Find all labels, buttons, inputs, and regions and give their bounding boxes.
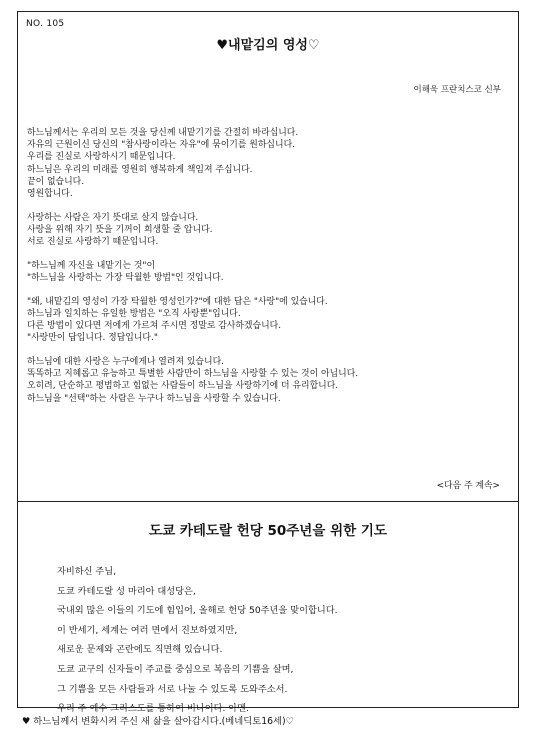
prayer-line: 우리 주 예수 그리스도를 통하여 비나이다. 아멘. (57, 703, 249, 715)
prayer-line: 자비하신 주님, (57, 566, 117, 577)
prayer-line: 국내외 많은 이들의 기도에 힘입어, 올해로 헌당 50주년을 맞이합니다. (57, 605, 338, 617)
prayer-line: 도쿄 교구의 신자들이 주교를 중심으로 복음의 기쁨을 살며, (57, 663, 294, 675)
issue-number: NO. 105 (26, 19, 65, 29)
section-divider (18, 501, 518, 502)
page-title: ♥내맡김의 영성♡ (216, 38, 320, 53)
body-line: 우리를 진실로 사랑하시기 때문입니다. (27, 152, 176, 163)
footer-quote: ♥ 하느님께서 변화시켜 주신 새 삶을 살아갑시다.(베네딕토16세)♡ (22, 716, 294, 727)
body-line: "사랑만이 답입니다. 정답입니다." (27, 333, 158, 344)
body-line: 끝이 없습니다. (27, 176, 85, 187)
body-line: 영원합니다. (27, 189, 73, 200)
paragraph-gap (27, 248, 512, 260)
body-line: 다른 방법이 있다면 저에게 가르쳐 주시면 정말로 감사하겠습니다. (27, 321, 282, 332)
body-line: 하느님에 대한 사랑은 누구에게나 열려져 있습니다. (27, 357, 224, 368)
prayer-line: 그 기쁨을 모든 사람들과 서로 나눌 수 있도록 도와주소서. (57, 683, 288, 695)
prayer-body (57, 562, 338, 719)
prayer-line: 도쿄 카테도랄 성 마리아 대성당은, (57, 585, 196, 597)
body-line: 서로 진실로 사랑하기 때문입니다. (27, 237, 159, 248)
body-line: 하느님과 일치하는 유일한 방법은 "오직 사랑뿐"입니다. (27, 308, 241, 319)
paragraph-gap (27, 200, 512, 212)
paragraph-gap (27, 345, 512, 357)
body-line: 하느님은 우리의 미래를 영원히 행복하게 책임져 주십니다. (27, 164, 253, 175)
body-line: "하느님께 자신을 내맡기는 것"이 (27, 260, 156, 271)
prayer-line: 이 반세기, 세계는 여러 면에서 진보하였지만, (57, 624, 238, 636)
paragraph-gap (27, 284, 512, 296)
newsletter-frame (17, 11, 519, 715)
body-line: 사랑하는 사람은 자기 뜻대로 살지 않습니다. (27, 212, 199, 223)
prayer-line: 새로운 문제와 곤란에도 직면해 있습니다. (57, 644, 223, 656)
prayer-title: 도쿄 카테도랄 헌당 50주년을 위한 기도 (149, 523, 387, 539)
body-line: "하느님을 사랑하는 가장 탁월한 방법"인 것입니다. (27, 273, 224, 284)
article-body (27, 127, 512, 405)
body-line: 오히려, 단순하고 평범하고 힘없는 사람들이 하느님을 사랑하기에 더 유리합니다. (27, 381, 339, 392)
body-line: 하느님을 "선택"하는 사람은 누구나 하느님을 사랑할 수 있습니다. (27, 393, 281, 404)
continued-note: <다음 주 계속> (436, 481, 500, 491)
body-line: 똑똑하고 지혜롭고 유능하고 특별한 사람만이 하느님을 사랑할 수 있는 것이 아닙니다. (27, 369, 359, 380)
body-line: 하느님께서는 우리의 모든 것을 당신께 내맡기기를 간절히 바라십니다. (27, 128, 299, 138)
body-line: "왜, 내맡김의 영성이 가장 탁월한 영성인가?"에 대한 답은 "사랑"에 있습니다. (27, 296, 328, 307)
body-line: 자유의 근원이신 당신의 "참사랑이라는 자유"에 묶이기를 원하십니다. (27, 140, 295, 151)
author-name: 이해욱 프란치스코 신부 (413, 85, 501, 95)
body-line: 사랑을 위해 자기 뜻을 기꺼이 희생할 줄 압니다. (27, 224, 213, 235)
